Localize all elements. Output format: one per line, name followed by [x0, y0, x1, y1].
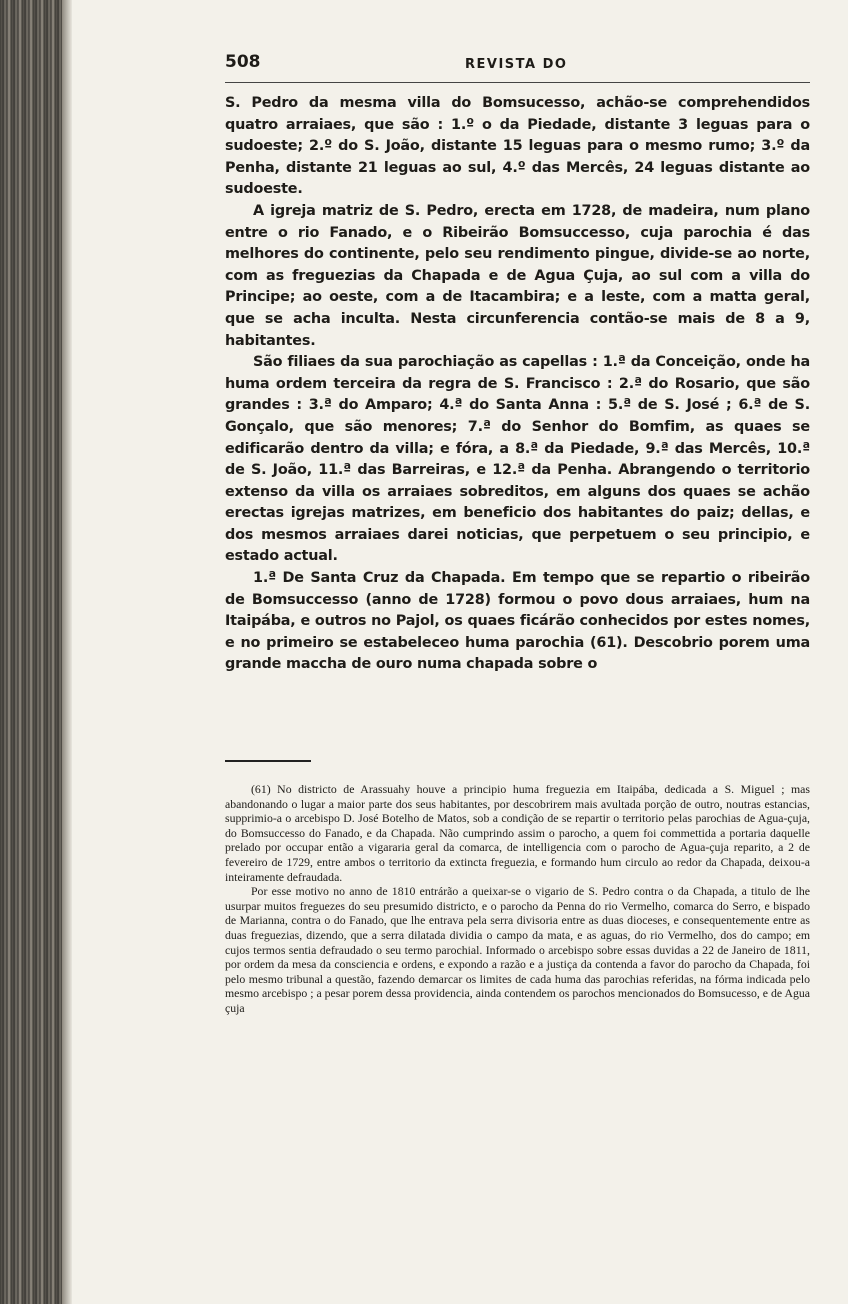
paragraph: A igreja matriz de S. Pedro, erecta em 1728, de madeira, num plano entre o rio Fanado, e o Ribeirão Bomsuccesso, cuja parochia é das melhores do continente, pelo seu rendimento pingue, divide-se ao norte, com as freguezias da Chapada e de Agua Çuja, ao sul com a villa do Principe; ao oeste, com a de Itacambira; e a leste, com a matta geral, que se acha inculta. Nesta circunferencia contão-se mais de 8 a 9, habitantes. [225, 202, 810, 349]
page-number: 508 [225, 52, 261, 72]
main-text [225, 93, 810, 676]
paragraph: 1.ª De Santa Cruz da Chapada. Em tempo que se repartio o ribeirão de Bomsuccesso (anno de 1728) formou o povo dous arraiaes, hum na Itaipába, e outros no Pajol, os quaes ficárão conhecidos por estes nomes, e no primeiro se estabeleceo huma parochia (61). Descobrio porem uma grande maccha de ouro numa chapada sobre o [225, 570, 810, 673]
footnotes [225, 782, 810, 1016]
page-header [225, 40, 810, 76]
header-rule [225, 82, 810, 83]
running-head: REVISTA DO [465, 57, 568, 72]
page-gutter [62, 0, 72, 1304]
paragraph: S. Pedro da mesma villa do Bomsucesso, achão-se comprehendidos quatro arraiaes, que são : 1.º o da Piedade, distante 3 leguas para o sudoeste; 2.º do S. João, distante 15 leguas para o mesmo rumo; 3.º da Penha, distante 21 leguas ao sul, 4.º das Mercês, 24 leguas distante ao sudoeste. [225, 95, 810, 198]
footnote: (61) No districto de Arassuahy houve a principio huma freguezia em Itaipába, dedicada a S. Miguel ; mas abandonando o lugar a maior parte dos seus habitantes, por descobrirem mais avultada porção de outro, noutras estancias, supprimio-a o arcebispo D. José Botelho de Matos, sob a condição de se repartir o territorio pelas parochias de Agua-çuja, do Bomsuccesso do Fanado, e da Chapada. Não cumprindo assim o parocho, a quem foi commettida a portaria daquelle prelado por occupar então a vigararia geral da comarca, de intelligencia com o parocho de Agua-çuja reparito, a 2 de fevereiro de 1729, entre ambos o territorio da extincta freguezia, e formando hum circulo ao redor da Chapada, deixou-a inteiramente defraudada. [225, 782, 810, 884]
footnote-rule [225, 760, 311, 762]
page [225, 40, 810, 1016]
footnote: Por esse motivo no anno de 1810 entrárão a queixar-se o vigario de S. Pedro contra o da Chapada, a titulo de lhe usurpar muitos freguezes do seu presumido districto, e o parocho da Penna do rio Vermelho, comarca do Serro, e bispado de Marianna, contra o do Fanado, que lhe entrava pela serra divisoria entre as duas dioceses, e consequentemente entre as duas freguezias, dizendo, que a serra dilatada dividia o campo da mata, e as aguas, do rio Vermelho, dos do campo; em cujos termos sentia defraudado o seu termo parochial. Informado o arcebispo sobre essas duvidas a 22 de Janeiro de 1811, por ordem da mesa da consciencia e ordens, e expondo a razão e a justiça da contenda a favor do parocho da Chapada, foi pelo mesmo tribunal a questão, fazendo demarcar os limites de cada huma das parochias referidas, na fórma indicada pelo mesmo arcebispo ; a pesar porem dessa providencia, ainda contendem os parochos mencionados do Bomsucesso, e de Agua çuja [225, 884, 810, 1015]
paragraph: São filiaes da sua parochiação as capellas : 1.ª da Conceição, onde ha huma ordem terceira da regra de S. Francisco : 2.ª do Rosario, que são grandes : 3.ª do Amparo; 4.ª do Santa Anna : 5.ª de S. José ; 6.ª de S. Gonçalo, que são menores; 7.ª do Senhor do Bomfim, as quaes se edificarão dentro da villa; e fóra, a 8.ª da Piedade, 9.ª das Mercês, 10.ª de S. João, 11.ª das Barreiras, e 12.ª da Penha. Abrangendo o territorio extenso da villa os arraiaes sobreditos, em alguns dos quaes se achão erectas igrejas matrizes, em beneficio dos habitantes do paiz; dellas, e dos mesmos arraiaes darei noticias, que perpetuem o seu principio, e estado actual. [225, 354, 810, 565]
book-spine [0, 0, 62, 1304]
